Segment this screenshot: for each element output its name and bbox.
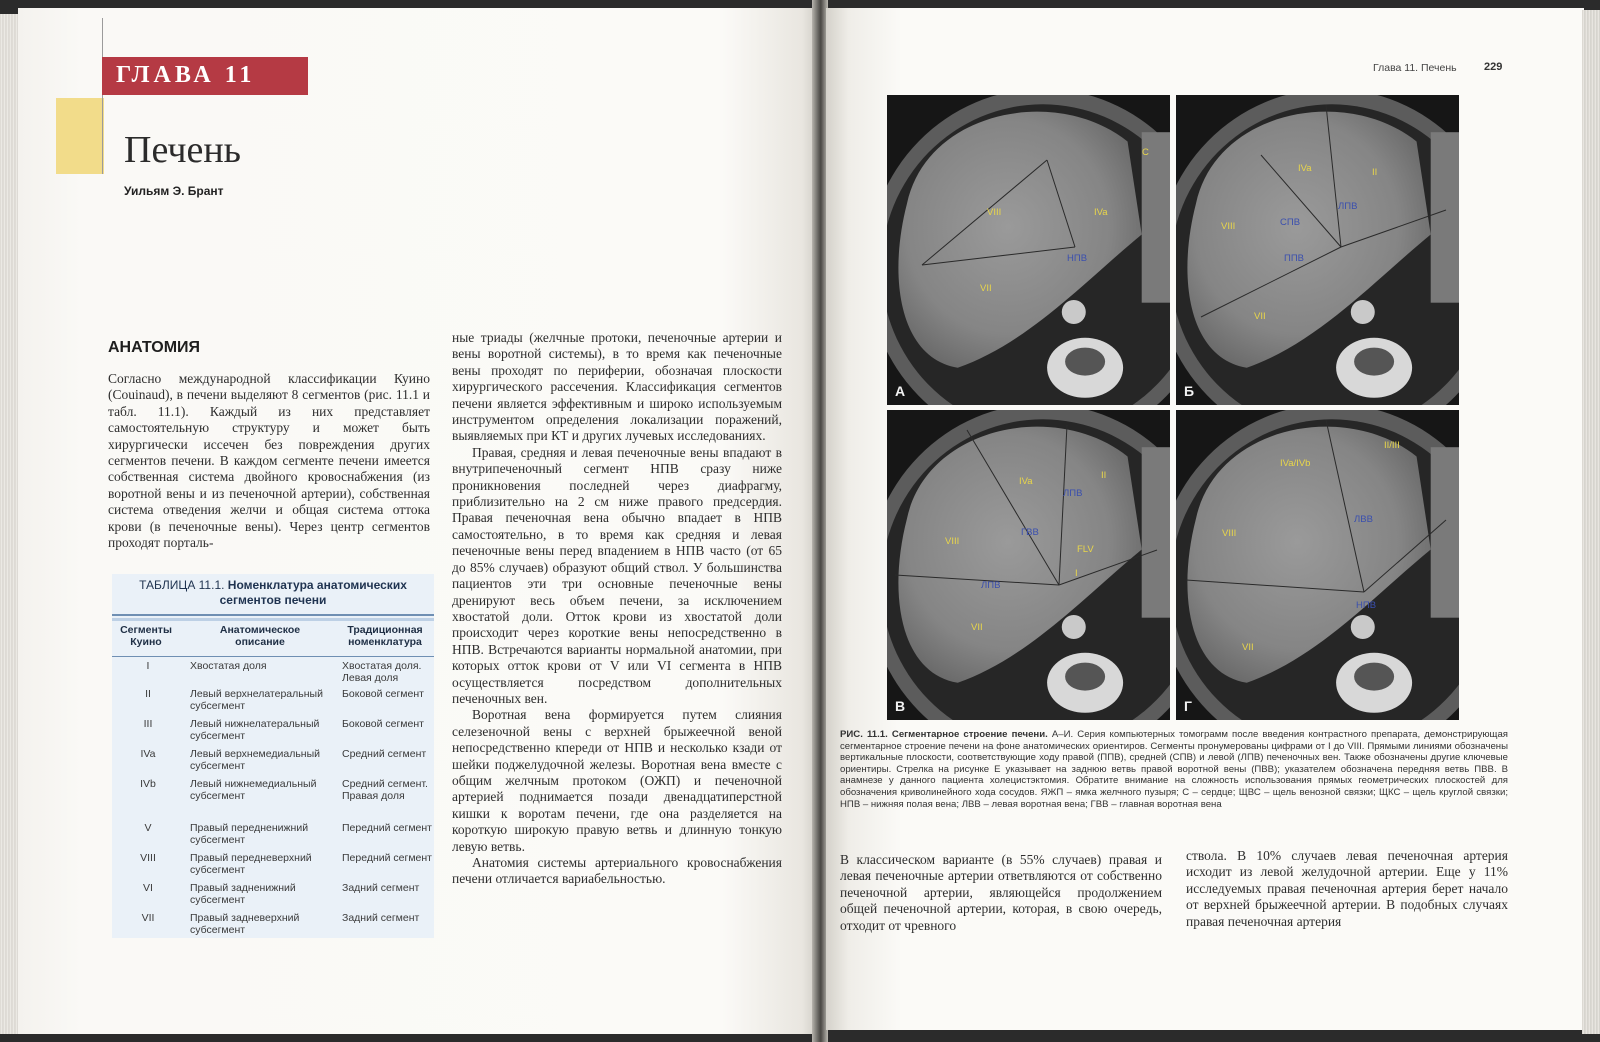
table-header-cell: Анатомическое описание [219, 624, 301, 648]
paragraph: Воротная вена формируется путем слияния селезеночной вены с верхней брыжеечной веной непосредственно кпереди от НПВ и несколько кзади от шейки поджелудочной железы. Воротная вена вместе с общим желчным протоком (ОЖП) и печеночной артерией поднимается позади двенадцатиперстной кишки к воротам печени, где она разделяется на короткую широкую правую ветвь и длинную тонкую левую ветвь. [452, 707, 782, 854]
segment-label: IVa [1094, 207, 1108, 218]
section-heading: АНАТОМИЯ [108, 339, 201, 356]
panel-letter: Б [1184, 383, 1195, 399]
table-cell: III [143, 718, 153, 730]
segment-label: СПВ [1280, 217, 1301, 228]
chapter-label: ГЛАВА 11 [102, 57, 308, 95]
table-label: ТАБЛИЦА 11.1. [139, 578, 225, 592]
table-header [112, 624, 434, 654]
ct-scan-image [1176, 95, 1459, 405]
paragraph: Правая, средняя и левая печеночные вены впадают в внутрипеченочный сегмент НПВ сразу ниже проникновения последней через диафрагму, приблизительно на 2 см ниже правого предсердия. Правая печеночная вена обычно впадает в НПВ самостоятельно, в то время как средняя и левая печеночные вены перед впадением в НПВ часто (от 65 до 85% случаев) образуют общий ствол. У большинства пациентов эти три основные печеночные вены дренируют весь объем печени, за исключением хвостатой доли. Отток крови из хвостатой доли происходит через короткие вены непосредственно в НПВ. Встречаются варианты нормальной анатомии, при которых отток крови от V или VI сегмента в НПВ осуществляется посредством дополнительных печеночных вен. [452, 444, 782, 706]
table-cell: Передний сегмент [342, 822, 432, 834]
table-cell: Правый задневерхний субсегмент [190, 912, 300, 936]
table-header-cell: Сегменты Куино [120, 624, 172, 648]
table-cell: Правый передневерхний субсегмент [190, 852, 312, 876]
segment-label: IVa [1298, 163, 1312, 174]
segment-label: C [1142, 147, 1149, 158]
paragraph: Согласно международной классификации Куино (Couinaud), в печени выделяют 8 сегментов (рис. 11.1 и табл. 11.1). Каждый из них представляет самостоятельную структуру и может быть хирургически иссечен без повреждения других сегментов печени. В каждом сегменте печени имеется собственная система двойного кровоснабжения (из воротной вены и из печеночной артерии), собственная система отведения желчи и общая система оттока крови (в печеночные вены). Через центр сегментов проходят порталь- [108, 371, 430, 551]
ct-panel-v [887, 410, 1170, 720]
table-cell: Хвостатая доля. Левая доля [342, 660, 422, 684]
segment-label: II [1372, 167, 1378, 178]
table-cell: II [145, 688, 151, 700]
segment-label: ЛВВ [1354, 514, 1373, 525]
chapter-rule [102, 18, 103, 174]
table-cell: Левый нижнемедиальный субсегмент [190, 778, 317, 802]
segment-label: ЛПВ [1063, 488, 1083, 499]
segment-label: VIII [945, 536, 960, 547]
segment-label: ЛПВ [981, 580, 1001, 591]
ct-panel-b [1176, 95, 1459, 405]
table-caption: Номенклатура анатомических сегментов печени [219, 578, 407, 607]
running-head: Глава 11. Печень [1373, 62, 1457, 74]
chapter-title: Печень [124, 129, 242, 171]
table-cell: Левый нижнелатеральный субсегмент [190, 718, 320, 742]
ct-scan-image [887, 410, 1170, 720]
page-stack-right [1582, 10, 1600, 1034]
segment-label: НПВ [1067, 253, 1088, 264]
right-bottom-column-1 [840, 852, 1162, 934]
table-cell: I [146, 660, 150, 672]
segment-label: II [1101, 470, 1107, 481]
caption-label: РИС. 11.1. Сегментарное строение печени. [840, 729, 1048, 740]
table-cell: Левый верхнемедиальный субсегмент [190, 748, 321, 772]
table-cell: IVa [140, 748, 156, 760]
segment-label: VIII [1222, 528, 1237, 539]
table-header-cell: Традиционная номенклатура [347, 624, 423, 648]
segment-label: II/III [1384, 440, 1400, 451]
table-cell: VII [141, 912, 155, 924]
panel-letter: А [895, 383, 906, 399]
table-cell: Правый передненижний субсегмент [190, 822, 309, 846]
segment-label: VIII [987, 207, 1002, 218]
table-cell: IVb [140, 778, 156, 790]
table-cell: Средний сегмент [342, 748, 427, 760]
ct-panel-g [1176, 410, 1459, 720]
chapter-accent-block [56, 98, 104, 174]
segment-label: ГВВ [1021, 527, 1039, 538]
caption-text: А–И. Серия компьютерных томограмм после введения контрастного препарата, демонстрирующая сегментарное строение печени на фоне анатомических ориентиров. Сегменты пронумерованы цифрами от I до VIII. Прямыми линиями обозначены вертикальные плоскости, соответствующие ходу правой (ППВ), средней (СПВ) и левой (ЛПВ) печеночных вен. Также обозначены другие ключевые ориентиры. Стрелка на рисунке Е указывает на заднюю ветвь правой воротной вены (ПВВ); указателем обозначена передняя ветвь ПВВ. В анамнезе у данного пациента холецистэктомия. Обратите внимание на сложность использования прямых геометрических плоскостей для обозначения криволинейного хода сосудов. ЯЖП – ямка желчного пузыря; С – сердце; ЩВС – щель венозной связки; ЩКС – щель круглой связки; НПВ – нижняя полая вена; ЛВВ – левая воротная вена; ГВВ – главная воротная вена [840, 729, 1508, 810]
right-bottom-column-2 [1186, 848, 1508, 930]
segment-label: VIII [1221, 221, 1236, 232]
segment-table [112, 574, 434, 938]
page-number: 229 [1484, 61, 1503, 73]
paragraph: ные триады (желчные протоки, печеночные артерии и вены воротной системы), в то время как печеночные вены проходят по периферии, обозначая плоскости хирургического рассечения. Классификация сегментов печени является эффективным и широко используемым инструментом определения локализации поражений, выявляемых при КТ и других лучевых исследованиях. [452, 330, 782, 444]
panel-letter: Г [1184, 698, 1192, 714]
panel-letter: В [895, 698, 906, 714]
table-rule-shade [112, 618, 434, 621]
table-cell: V [144, 822, 152, 834]
table-cell: VIII [140, 852, 156, 864]
chapter-author: Уильям Э. Брант [124, 184, 224, 198]
paragraph: В классическом варианте (в 55% случаев) правая и левая печеночные артерии ответвляются от собственно печеночной артерии, являющейся продолжением общей печеночной артерии, которая, в свою очередь, отходит от чревного [840, 852, 1162, 933]
middle-column-text [452, 330, 782, 888]
segment-label: IVa [1019, 476, 1033, 487]
segment-label: VII [1242, 642, 1254, 653]
segment-label: VII [1254, 311, 1266, 322]
segment-label: НПВ [1356, 600, 1377, 611]
table-cell: Боковой сегмент [342, 688, 424, 700]
table-cell: Задний сегмент [342, 912, 420, 924]
figure-caption [840, 729, 1508, 810]
table-cell: VI [143, 882, 153, 894]
table-cell: Задний сегмент [342, 882, 420, 894]
table-cell: Передний сегмент [342, 852, 432, 864]
table-cell: Левый верхнелатеральный субсегмент [190, 688, 323, 712]
ct-scan-image [1176, 410, 1459, 720]
segment-label: IVa/IVb [1280, 458, 1311, 469]
ct-scan-image [887, 95, 1170, 405]
paragraph: Анатомия системы артериального кровоснабжения печени отличается вариабельностью. [452, 855, 782, 887]
table-cell: Хвостатая доля [190, 660, 267, 672]
table-rule [112, 614, 434, 616]
table-cell: Средний сегмент. Правая доля [342, 778, 428, 802]
table-header-rule [112, 656, 434, 657]
table-cell: Правый задненижний субсегмент [190, 882, 296, 906]
segment-label: I [1075, 568, 1078, 579]
segment-label: VII [980, 283, 992, 294]
table-title [112, 578, 434, 608]
segment-label: ЛПВ [1338, 201, 1358, 212]
segment-label: FLV [1077, 544, 1094, 555]
segment-label: VII [971, 622, 983, 633]
paragraph: ствола. В 10% случаев левая печеночная артерия исходит из левой желудочной артерии. Еще у 11% исследуемых правая печеночная артерия берет начало от верхней брыжеечной артерии. В подобных случаях правая печеночная артерия [1186, 848, 1508, 929]
ct-panel-a [887, 95, 1170, 405]
table-cell: Боковой сегмент [342, 718, 424, 730]
left-column-text [108, 371, 430, 551]
segment-label: ППВ [1284, 253, 1304, 264]
